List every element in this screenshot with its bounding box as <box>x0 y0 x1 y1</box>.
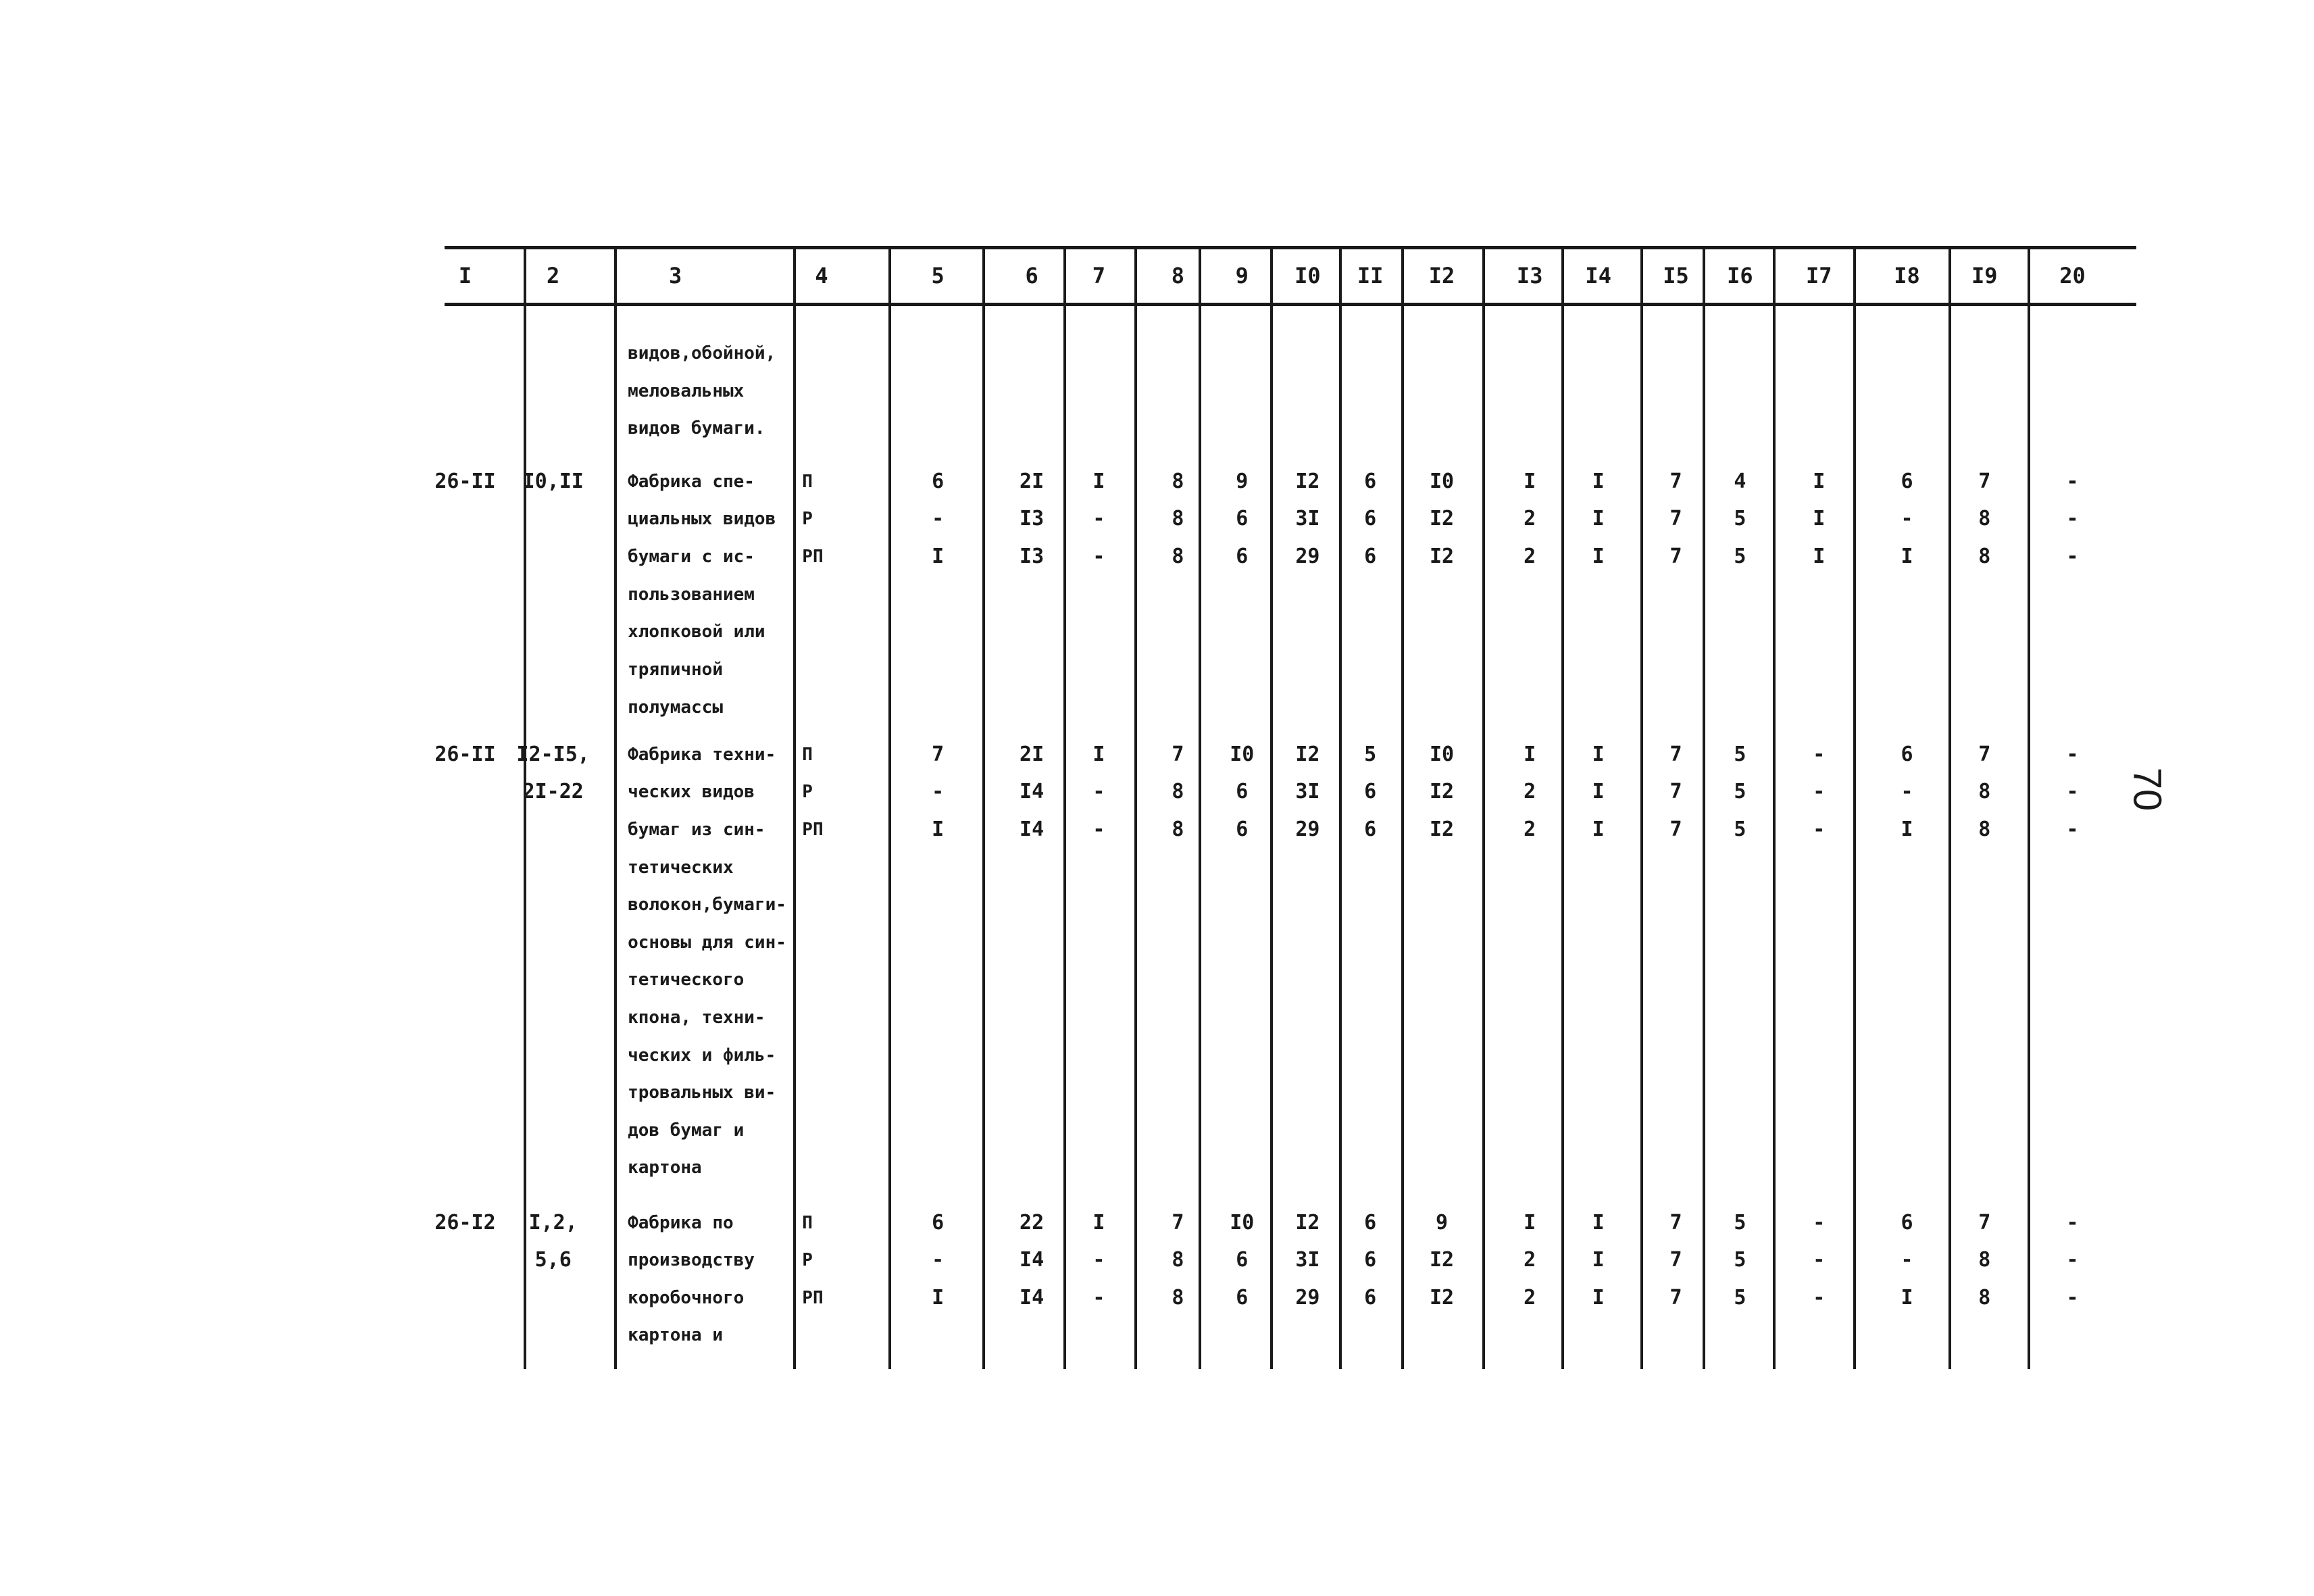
table-value: 6 <box>1364 545 1377 568</box>
header-bottom-rule <box>445 303 2137 306</box>
column-header-number: I8 <box>1894 263 1920 289</box>
indicator-mark: П <box>802 744 813 765</box>
table-value: 7 <box>1172 742 1184 766</box>
column-header-number: 6 <box>1025 263 1038 289</box>
table-value: I <box>932 545 945 568</box>
table-value: 7 <box>1669 742 1682 766</box>
table-value: - <box>2066 1285 2079 1310</box>
table-value: - <box>1813 780 1826 804</box>
table-value: 2 <box>1524 1248 1536 1272</box>
table-value: 8 <box>1978 545 1991 568</box>
column-header-number: 4 <box>815 263 828 289</box>
column-divider <box>1773 247 1776 1369</box>
table-value: - <box>1813 1248 1826 1272</box>
description-line: бумаги с ис- <box>628 547 755 567</box>
table-value: 7 <box>1978 1210 1991 1235</box>
column-header-number: I4 <box>1585 263 1611 289</box>
table-value: I <box>1901 817 1913 841</box>
table-value: - <box>1813 1210 1826 1235</box>
table-value: 5 <box>1734 1248 1746 1272</box>
table-value: 6 <box>1901 1210 1913 1235</box>
table-value: 8 <box>1978 817 1991 841</box>
table-value: - <box>2066 780 2079 804</box>
column-header-number: I5 <box>1663 263 1689 289</box>
table-value: - <box>932 507 945 531</box>
table-value: 5 <box>1734 742 1746 766</box>
indicator-mark: П <box>802 471 813 492</box>
column-divider <box>1482 247 1485 1369</box>
table-value: 7 <box>1669 507 1682 531</box>
indicator-mark: Р <box>802 782 813 803</box>
table-value: 8 <box>1978 507 1991 531</box>
table-value: 6 <box>932 1210 945 1235</box>
indicator-mark: Р <box>802 1250 813 1271</box>
table-value: - <box>1813 817 1826 841</box>
description-line: Фабрика по <box>628 1212 734 1233</box>
indicator-mark: П <box>802 1212 813 1233</box>
indicator-mark: РП <box>802 547 824 567</box>
table-value: - <box>1092 1285 1105 1310</box>
column-divider <box>1401 247 1404 1369</box>
table-value: 8 <box>1978 1285 1991 1310</box>
table-value: 7 <box>1978 742 1991 766</box>
table-value: 6 <box>1364 507 1377 531</box>
table-value: 8 <box>1978 780 1991 804</box>
table-value: I <box>1092 469 1105 493</box>
table-value: - <box>2066 469 2079 493</box>
table-value: 22 <box>1020 1210 1045 1235</box>
table-value: - <box>2066 545 2079 568</box>
table-value: - <box>932 780 945 804</box>
table-value: I <box>1524 742 1536 766</box>
description-line: Фабрика техни- <box>628 744 776 765</box>
table-value: I2 <box>1295 1210 1320 1235</box>
table-value: I <box>1592 1285 1605 1310</box>
table-value: 6 <box>1236 507 1249 531</box>
table-value: 7 <box>932 742 945 766</box>
table-value: - <box>1901 1248 1913 1272</box>
table-value: I4 <box>1020 1285 1045 1310</box>
column-divider <box>1561 247 1564 1369</box>
column-header-number: 5 <box>931 263 945 289</box>
table-value: I <box>932 1285 945 1310</box>
column-header-number: 8 <box>1171 263 1185 289</box>
description-line: картона <box>628 1157 702 1178</box>
description-line: меловальных <box>628 380 745 401</box>
table-value: I2 <box>1429 817 1455 841</box>
table-value: 8 <box>1978 1248 1991 1272</box>
table-value: 7 <box>1669 545 1682 568</box>
table-value: 2 <box>1524 545 1536 568</box>
table-value: I <box>1901 1285 1913 1310</box>
table-value: I <box>1592 469 1605 493</box>
page-number: 70 <box>2125 767 2169 812</box>
table-value: 8 <box>1172 1285 1184 1310</box>
table-value: 2I <box>1020 469 1045 493</box>
description-line: коробочного <box>628 1287 745 1308</box>
table-value: 6 <box>1364 1285 1377 1310</box>
table-value: - <box>2066 1210 2079 1235</box>
column-divider <box>793 247 796 1369</box>
table-value: - <box>1813 742 1826 766</box>
table-top-rule <box>445 246 2137 249</box>
table-value: - <box>2066 742 2079 766</box>
table-value: I2 <box>1429 780 1455 804</box>
column-divider <box>888 247 891 1369</box>
column-divider <box>982 247 985 1369</box>
table-value: I2 <box>1429 1285 1455 1310</box>
table-value: 6 <box>1364 780 1377 804</box>
table-value: 7 <box>1978 469 1991 493</box>
table-value: I0 <box>1429 742 1455 766</box>
column-header-number: I3 <box>1516 263 1543 289</box>
table-value: 8 <box>1172 507 1184 531</box>
table-value: I <box>1092 1210 1105 1235</box>
table-value: - <box>1092 817 1105 841</box>
table-value: I2 <box>1429 507 1455 531</box>
table-value: 6 <box>1236 780 1249 804</box>
description-line: дов бумаг и <box>628 1120 745 1141</box>
table-value: I4 <box>1020 1248 1045 1272</box>
column-header-number: I7 <box>1806 263 1832 289</box>
table-value: 8 <box>1172 1248 1184 1272</box>
table-value: 2 <box>1524 817 1536 841</box>
table-value: I <box>1813 469 1826 493</box>
table-value: 3I <box>1295 780 1320 804</box>
table-value: I4 <box>1020 780 1045 804</box>
table-value: - <box>2066 817 2079 841</box>
column-header-number: I6 <box>1727 263 1753 289</box>
table-value: 2 <box>1524 507 1536 531</box>
column-divider <box>1339 247 1342 1369</box>
table-value: I2 <box>1429 545 1455 568</box>
table-value: 6 <box>1364 1210 1377 1235</box>
table-value: - <box>2066 1248 2079 1272</box>
table-value: I <box>1901 545 1913 568</box>
table-value: I2 <box>1295 742 1320 766</box>
table-value: I4 <box>1020 817 1045 841</box>
table-value: - <box>1092 1248 1105 1272</box>
table-value: 3I <box>1295 507 1320 531</box>
description-line: производству <box>628 1250 755 1271</box>
table-value: I2 <box>1429 1248 1455 1272</box>
description-line: тровальных ви- <box>628 1082 776 1103</box>
table-value: I0 <box>1230 1210 1255 1235</box>
table-value: - <box>1092 545 1105 568</box>
table-value: 7 <box>1669 1248 1682 1272</box>
column-header-number: 9 <box>1235 263 1249 289</box>
table-value: I <box>1592 507 1605 531</box>
description-line: видов,обойной, <box>628 343 776 364</box>
table-value: 6 <box>1236 1285 1249 1310</box>
table-value: I2 <box>1295 469 1320 493</box>
column-divider <box>1853 247 1856 1369</box>
table-value: I <box>932 817 945 841</box>
table-value: 7 <box>1669 469 1682 493</box>
table-value: I0 <box>1230 742 1255 766</box>
column-header-number: 7 <box>1092 263 1106 289</box>
table-value: I0 <box>1429 469 1455 493</box>
table-value: 6 <box>1236 545 1249 568</box>
table-value: 7 <box>1669 780 1682 804</box>
description-line: ческих и филь- <box>628 1045 776 1066</box>
column-divider <box>1640 247 1643 1369</box>
description-line: тряпичной <box>628 659 723 680</box>
table-value: 6 <box>1236 1248 1249 1272</box>
table-value: I <box>1524 1210 1536 1235</box>
description-line: основы для син- <box>628 932 786 953</box>
table-value: I <box>1813 507 1826 531</box>
table-value: - <box>1813 1285 1826 1310</box>
table-value: - <box>1901 780 1913 804</box>
table-value: 5 <box>1734 1210 1746 1235</box>
column-divider <box>1703 247 1705 1369</box>
table-value: I <box>1592 780 1605 804</box>
column-divider <box>1134 247 1137 1369</box>
table-value: 8 <box>1172 817 1184 841</box>
table-value: 4 <box>1734 469 1746 493</box>
section-code: 26-II <box>434 469 496 493</box>
table-value: 5 <box>1734 545 1746 568</box>
table-value: I <box>1592 1210 1605 1235</box>
description-line: тетических <box>628 857 734 878</box>
column-header-number: I <box>458 263 472 289</box>
position-numbers: I,2, <box>528 1210 578 1235</box>
table-value: I <box>1092 742 1105 766</box>
description-line: картона и <box>628 1325 723 1346</box>
description-line: хлопковой или <box>628 622 765 643</box>
column-header-number: I0 <box>1294 263 1321 289</box>
description-line: бумаг из син- <box>628 819 765 840</box>
table-value: - <box>1092 507 1105 531</box>
indicator-mark: Р <box>802 509 813 530</box>
table-value: 5 <box>1734 817 1746 841</box>
indicator-mark: РП <box>802 1287 824 1308</box>
description-line: циальных видов <box>628 509 776 530</box>
table-value: 6 <box>1236 817 1249 841</box>
column-header-number: 2 <box>547 263 560 289</box>
table-value: 2 <box>1524 780 1536 804</box>
column-divider <box>524 247 526 1369</box>
table-value: 8 <box>1172 469 1184 493</box>
position-numbers: I0,II <box>522 469 584 493</box>
column-divider <box>1948 247 1951 1369</box>
table-value: 9 <box>1236 469 1249 493</box>
table-value: I <box>1592 742 1605 766</box>
column-header-number: I9 <box>1971 263 1998 289</box>
table-value: 8 <box>1172 780 1184 804</box>
table-value: 7 <box>1669 1210 1682 1235</box>
table-value: 3I <box>1295 1248 1320 1272</box>
table-value: 29 <box>1295 817 1320 841</box>
position-numbers: I2-I5, <box>516 742 590 766</box>
column-header-number: 3 <box>669 263 682 289</box>
table-value: 5 <box>1734 1285 1746 1310</box>
table-value: - <box>932 1248 945 1272</box>
table-value: 7 <box>1669 817 1682 841</box>
description-line: волокон,бумаги- <box>628 895 786 916</box>
table-value: 29 <box>1295 545 1320 568</box>
table-value: 5 <box>1364 742 1377 766</box>
column-divider <box>2028 247 2030 1369</box>
table-value: I <box>1524 469 1536 493</box>
table-value: I3 <box>1020 545 1045 568</box>
table-value: I3 <box>1020 507 1045 531</box>
position-numbers: 5,6 <box>534 1248 572 1272</box>
table-value: 7 <box>1172 1210 1184 1235</box>
table-value: 8 <box>1172 545 1184 568</box>
description-line: тетического <box>628 970 745 991</box>
table-value: - <box>1092 780 1105 804</box>
table-value: 6 <box>1364 469 1377 493</box>
column-header-number: II <box>1357 263 1384 289</box>
table-value: 6 <box>932 469 945 493</box>
table-value: - <box>2066 507 2079 531</box>
table-value: I <box>1592 1248 1605 1272</box>
description-line: пользованием <box>628 584 755 605</box>
column-header-number: 20 <box>2059 263 2086 289</box>
position-numbers: 2I-22 <box>522 780 584 804</box>
description-line: полумассы <box>628 697 723 718</box>
table-value: 2 <box>1524 1285 1536 1310</box>
table-value: I <box>1592 545 1605 568</box>
description-line: кпона, техни- <box>628 1007 765 1028</box>
description-line: видов бумаги. <box>628 418 765 439</box>
table-value: I <box>1592 817 1605 841</box>
column-header-number: I2 <box>1428 263 1455 289</box>
description-line: ческих видов <box>628 782 755 803</box>
table-value: 2I <box>1020 742 1045 766</box>
section-code: 26-II <box>434 742 496 766</box>
table-value: 29 <box>1295 1285 1320 1310</box>
column-divider <box>1199 247 1201 1369</box>
column-divider <box>1270 247 1273 1369</box>
table-value: 5 <box>1734 780 1746 804</box>
indicator-mark: РП <box>802 819 824 840</box>
column-divider <box>614 247 617 1369</box>
table-value: 5 <box>1734 507 1746 531</box>
table-value: 6 <box>1901 742 1913 766</box>
section-code: 26-I2 <box>434 1210 496 1235</box>
table-value: 6 <box>1364 817 1377 841</box>
description-line: Фабрика спе- <box>628 471 755 492</box>
table-value: 7 <box>1669 1285 1682 1310</box>
table-value: 6 <box>1364 1248 1377 1272</box>
table-value: I <box>1813 545 1826 568</box>
column-divider <box>1063 247 1066 1369</box>
table-value: 9 <box>1435 1210 1449 1235</box>
table-value: - <box>1901 507 1913 531</box>
table-value: 6 <box>1901 469 1913 493</box>
